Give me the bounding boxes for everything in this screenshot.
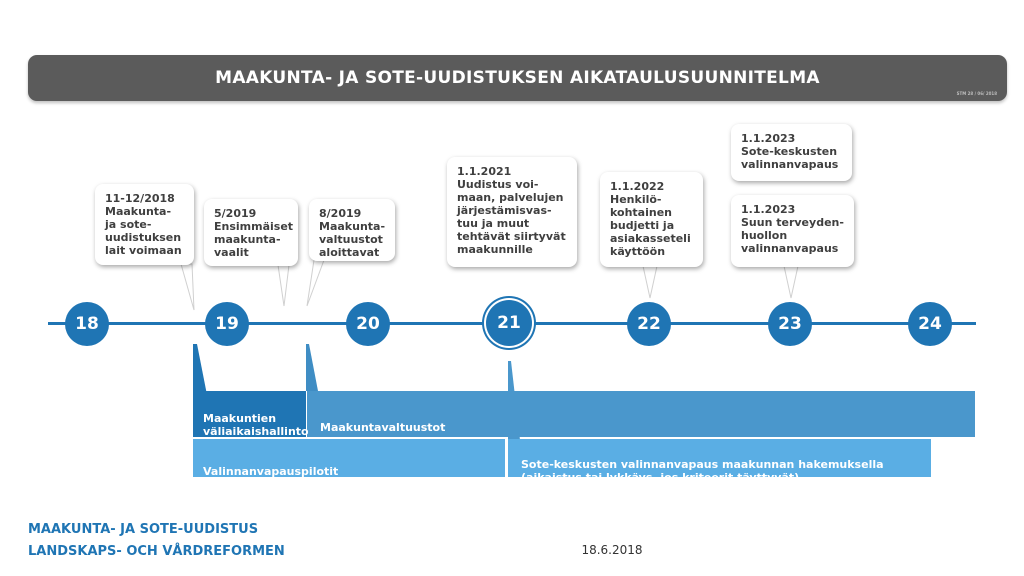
phase-band-pilots [193,439,505,477]
milestone-callout-sote-choice: 1.1.2023 Sote-keskusten valinnanvapaus [731,124,852,181]
year-marker-23: 23 [768,302,812,346]
year-marker-20: 20 [346,302,390,346]
footer-org-finnish: MAAKUNTA- JA SOTE-UUDISTUS [28,522,259,537]
phase-band-interim [193,391,309,438]
phase-label-pilots: Valinnanvapauspilotit [203,465,339,478]
page-title: MAAKUNTA- JA SOTE-UUDISTUKSEN AIKATAULUSUUNNITELMA [215,68,820,88]
milestone-callout-elections: 5/2019 Ensimmäiset maakunta- vaalit [204,199,298,266]
phase-label-councils: Maakuntavaltuustot [320,421,446,434]
document-code: STM 28 / 06/ 2018 [956,91,997,96]
footer-date: 18.6.2018 [581,543,643,557]
milestone-callout-personal-budget: 1.1.2022 Henkilö- kohtainen budjetti ja asiakasseteli käyttöön [600,172,703,267]
milestone-callout-councils: 8/2019 Maakunta- valtuustot aloittavat [309,199,395,261]
milestone-callout-dental-choice: 1.1.2023 Suun terveyden- huollon valinnanvapaus [731,195,854,267]
year-marker-19: 19 [205,302,249,346]
year-marker-24: 24 [908,302,952,346]
phase-label-sote-choice: Sote-keskusten valinnanvapaus maakunnan hakemuksella (aikaistus tai lykkäys, jos kriteerit täyttyvät) [521,458,884,484]
milestone-callout-reform-start: 1.1.2021 Uudistus voi- maan, palvelujen järjestämisvas- tuu ja muut tehtävät siirtyvät maakunnille [447,157,577,267]
year-marker-18: 18 [65,302,109,346]
phase-label-interim: Maakuntien väliaikaishallinto [203,412,309,438]
year-marker-22: 22 [627,302,671,346]
year-marker-21-current: 21 [486,300,532,346]
footer-org-swedish: LANDSKAPS- OCH VÅRDREFORMEN [28,544,285,559]
phase-band-councils [307,391,975,437]
connector-councils [306,344,318,391]
milestone-callout-laws: 11-12/2018 Maakunta- ja sote- uudistuksen lait voimaan [95,184,194,265]
phase-band-sote-choice [508,439,931,484]
